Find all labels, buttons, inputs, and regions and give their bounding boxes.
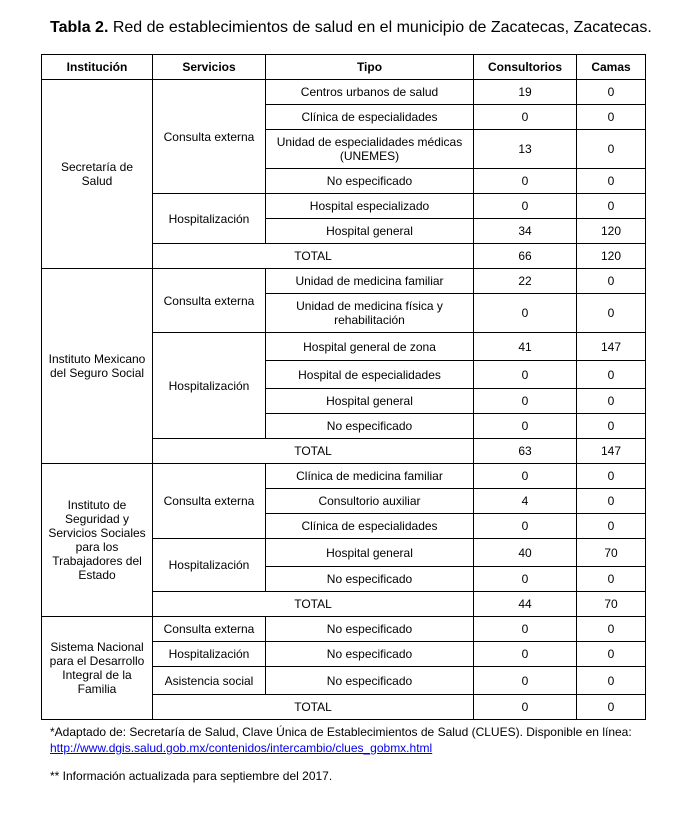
camas-cell: 0: [577, 130, 646, 169]
table-number: Tabla 2.: [50, 19, 109, 36]
tipo-cell: Unidad de medicina familiar: [266, 269, 474, 294]
camas-cell: 0: [577, 269, 646, 294]
tipo-cell: Hospital general de zona: [266, 333, 474, 361]
service-name: Hospitalización: [153, 642, 266, 667]
camas-cell: 0: [577, 617, 646, 642]
camas-cell: 0: [577, 389, 646, 414]
consultorios-cell: 0: [474, 389, 577, 414]
camas-cell: 0: [577, 169, 646, 194]
tipo-cell: No especificado: [266, 567, 474, 592]
institution-name: Secretaría de Salud: [42, 80, 153, 269]
consultorios-cell: 0: [474, 567, 577, 592]
table-row: [42, 269, 646, 294]
consultorios-cell: 0: [474, 105, 577, 130]
camas-cell: 0: [577, 567, 646, 592]
consultorios-cell: 0: [474, 617, 577, 642]
tipo-cell: No especificado: [266, 617, 474, 642]
consultorios-cell: 0: [474, 464, 577, 489]
tipo-cell: Consultorio auxiliar: [266, 489, 474, 514]
source-link[interactable]: http://www.dgis.salud.gob.mx/contenidos/intercambio/clues_gobmx.html: [50, 741, 433, 755]
consultorios-cell: 0: [474, 194, 577, 219]
camas-cell: 0: [577, 514, 646, 539]
header-institucion: Institución: [42, 55, 153, 80]
consultorios-cell: 0: [474, 414, 577, 439]
consultorios-cell: 40: [474, 539, 577, 567]
service-name: Hospitalización: [153, 194, 266, 244]
total-label: TOTAL: [153, 592, 474, 617]
header-servicios: Servicios: [153, 55, 266, 80]
camas-cell: 0: [577, 642, 646, 667]
camas-cell: 0: [577, 80, 646, 105]
total-camas: 70: [577, 592, 646, 617]
camas-cell: 0: [577, 489, 646, 514]
camas-cell: 147: [577, 333, 646, 361]
table-header-row: [42, 55, 646, 80]
source-text: *Adaptado de: Secretaría de Salud, Clave Única de Establecimientos de Salud (CLUES). Disponible en línea:: [50, 725, 632, 739]
camas-cell: 0: [577, 414, 646, 439]
consultorios-cell: 0: [474, 642, 577, 667]
service-name: Hospitalización: [153, 539, 266, 592]
header-tipo: Tipo: [266, 55, 474, 80]
consultorios-cell: 41: [474, 333, 577, 361]
consultorios-cell: 0: [474, 667, 577, 695]
service-name: Hospitalización: [153, 333, 266, 439]
total-label: TOTAL: [153, 695, 474, 720]
tipo-cell: Clínica de medicina familiar: [266, 464, 474, 489]
tipo-cell: Centros urbanos de salud: [266, 80, 474, 105]
health-facilities-table: [41, 54, 646, 720]
source-footnote: [50, 724, 650, 756]
tipo-cell: Unidad de especialidades médicas (UNEMES): [266, 130, 474, 169]
service-name: Consulta externa: [153, 617, 266, 642]
camas-cell: 0: [577, 667, 646, 695]
consultorios-cell: 22: [474, 269, 577, 294]
tipo-cell: Hospital general: [266, 219, 474, 244]
tipo-cell: No especificado: [266, 642, 474, 667]
consultorios-cell: 0: [474, 169, 577, 194]
camas-cell: 0: [577, 294, 646, 333]
camas-cell: 70: [577, 539, 646, 567]
service-name: Consulta externa: [153, 269, 266, 333]
service-name: Asistencia social: [153, 667, 266, 695]
tipo-cell: Hospital general: [266, 389, 474, 414]
tipo-cell: No especificado: [266, 667, 474, 695]
tipo-cell: Hospital de especialidades: [266, 361, 474, 389]
update-footnote: ** Información actualizada para septiembre del 2017.: [50, 769, 333, 783]
tipo-cell: No especificado: [266, 169, 474, 194]
consultorios-cell: 4: [474, 489, 577, 514]
institution-name: Instituto de Seguridad y Servicios Sociales para los Trabajadores del Estado: [42, 464, 153, 617]
institution-name: Instituto Mexicano del Seguro Social: [42, 269, 153, 464]
service-name: Consulta externa: [153, 80, 266, 194]
table-row: [42, 464, 646, 489]
camas-cell: 0: [577, 464, 646, 489]
table-caption: Red de establecimientos de salud en el municipio de Zacatecas, Zacatecas.: [108, 19, 652, 36]
consultorios-cell: 19: [474, 80, 577, 105]
total-camas: 0: [577, 695, 646, 720]
camas-cell: 0: [577, 361, 646, 389]
consultorios-cell: 34: [474, 219, 577, 244]
camas-cell: 0: [577, 194, 646, 219]
total-camas: 147: [577, 439, 646, 464]
camas-cell: 120: [577, 219, 646, 244]
consultorios-cell: 13: [474, 130, 577, 169]
table-row: [42, 617, 646, 642]
total-consultorios: 0: [474, 695, 577, 720]
table-title: [50, 19, 652, 37]
table-row: [42, 80, 646, 105]
header-camas: Camas: [577, 55, 646, 80]
tipo-cell: Clínica de especialidades: [266, 105, 474, 130]
total-label: TOTAL: [153, 439, 474, 464]
header-consultorios: Consultorios: [474, 55, 577, 80]
consultorios-cell: 0: [474, 361, 577, 389]
total-consultorios: 44: [474, 592, 577, 617]
tipo-cell: Unidad de medicina física y rehabilitación: [266, 294, 474, 333]
institution-name: Sistema Nacional para el Desarrollo Integral de la Familia: [42, 617, 153, 720]
tipo-cell: Hospital general: [266, 539, 474, 567]
total-consultorios: 66: [474, 244, 577, 269]
tipo-cell: Hospital especializado: [266, 194, 474, 219]
total-camas: 120: [577, 244, 646, 269]
consultorios-cell: 0: [474, 294, 577, 333]
camas-cell: 0: [577, 105, 646, 130]
service-name: Consulta externa: [153, 464, 266, 539]
total-label: TOTAL: [153, 244, 474, 269]
tipo-cell: Clínica de especialidades: [266, 514, 474, 539]
total-consultorios: 63: [474, 439, 577, 464]
consultorios-cell: 0: [474, 514, 577, 539]
tipo-cell: No especificado: [266, 414, 474, 439]
